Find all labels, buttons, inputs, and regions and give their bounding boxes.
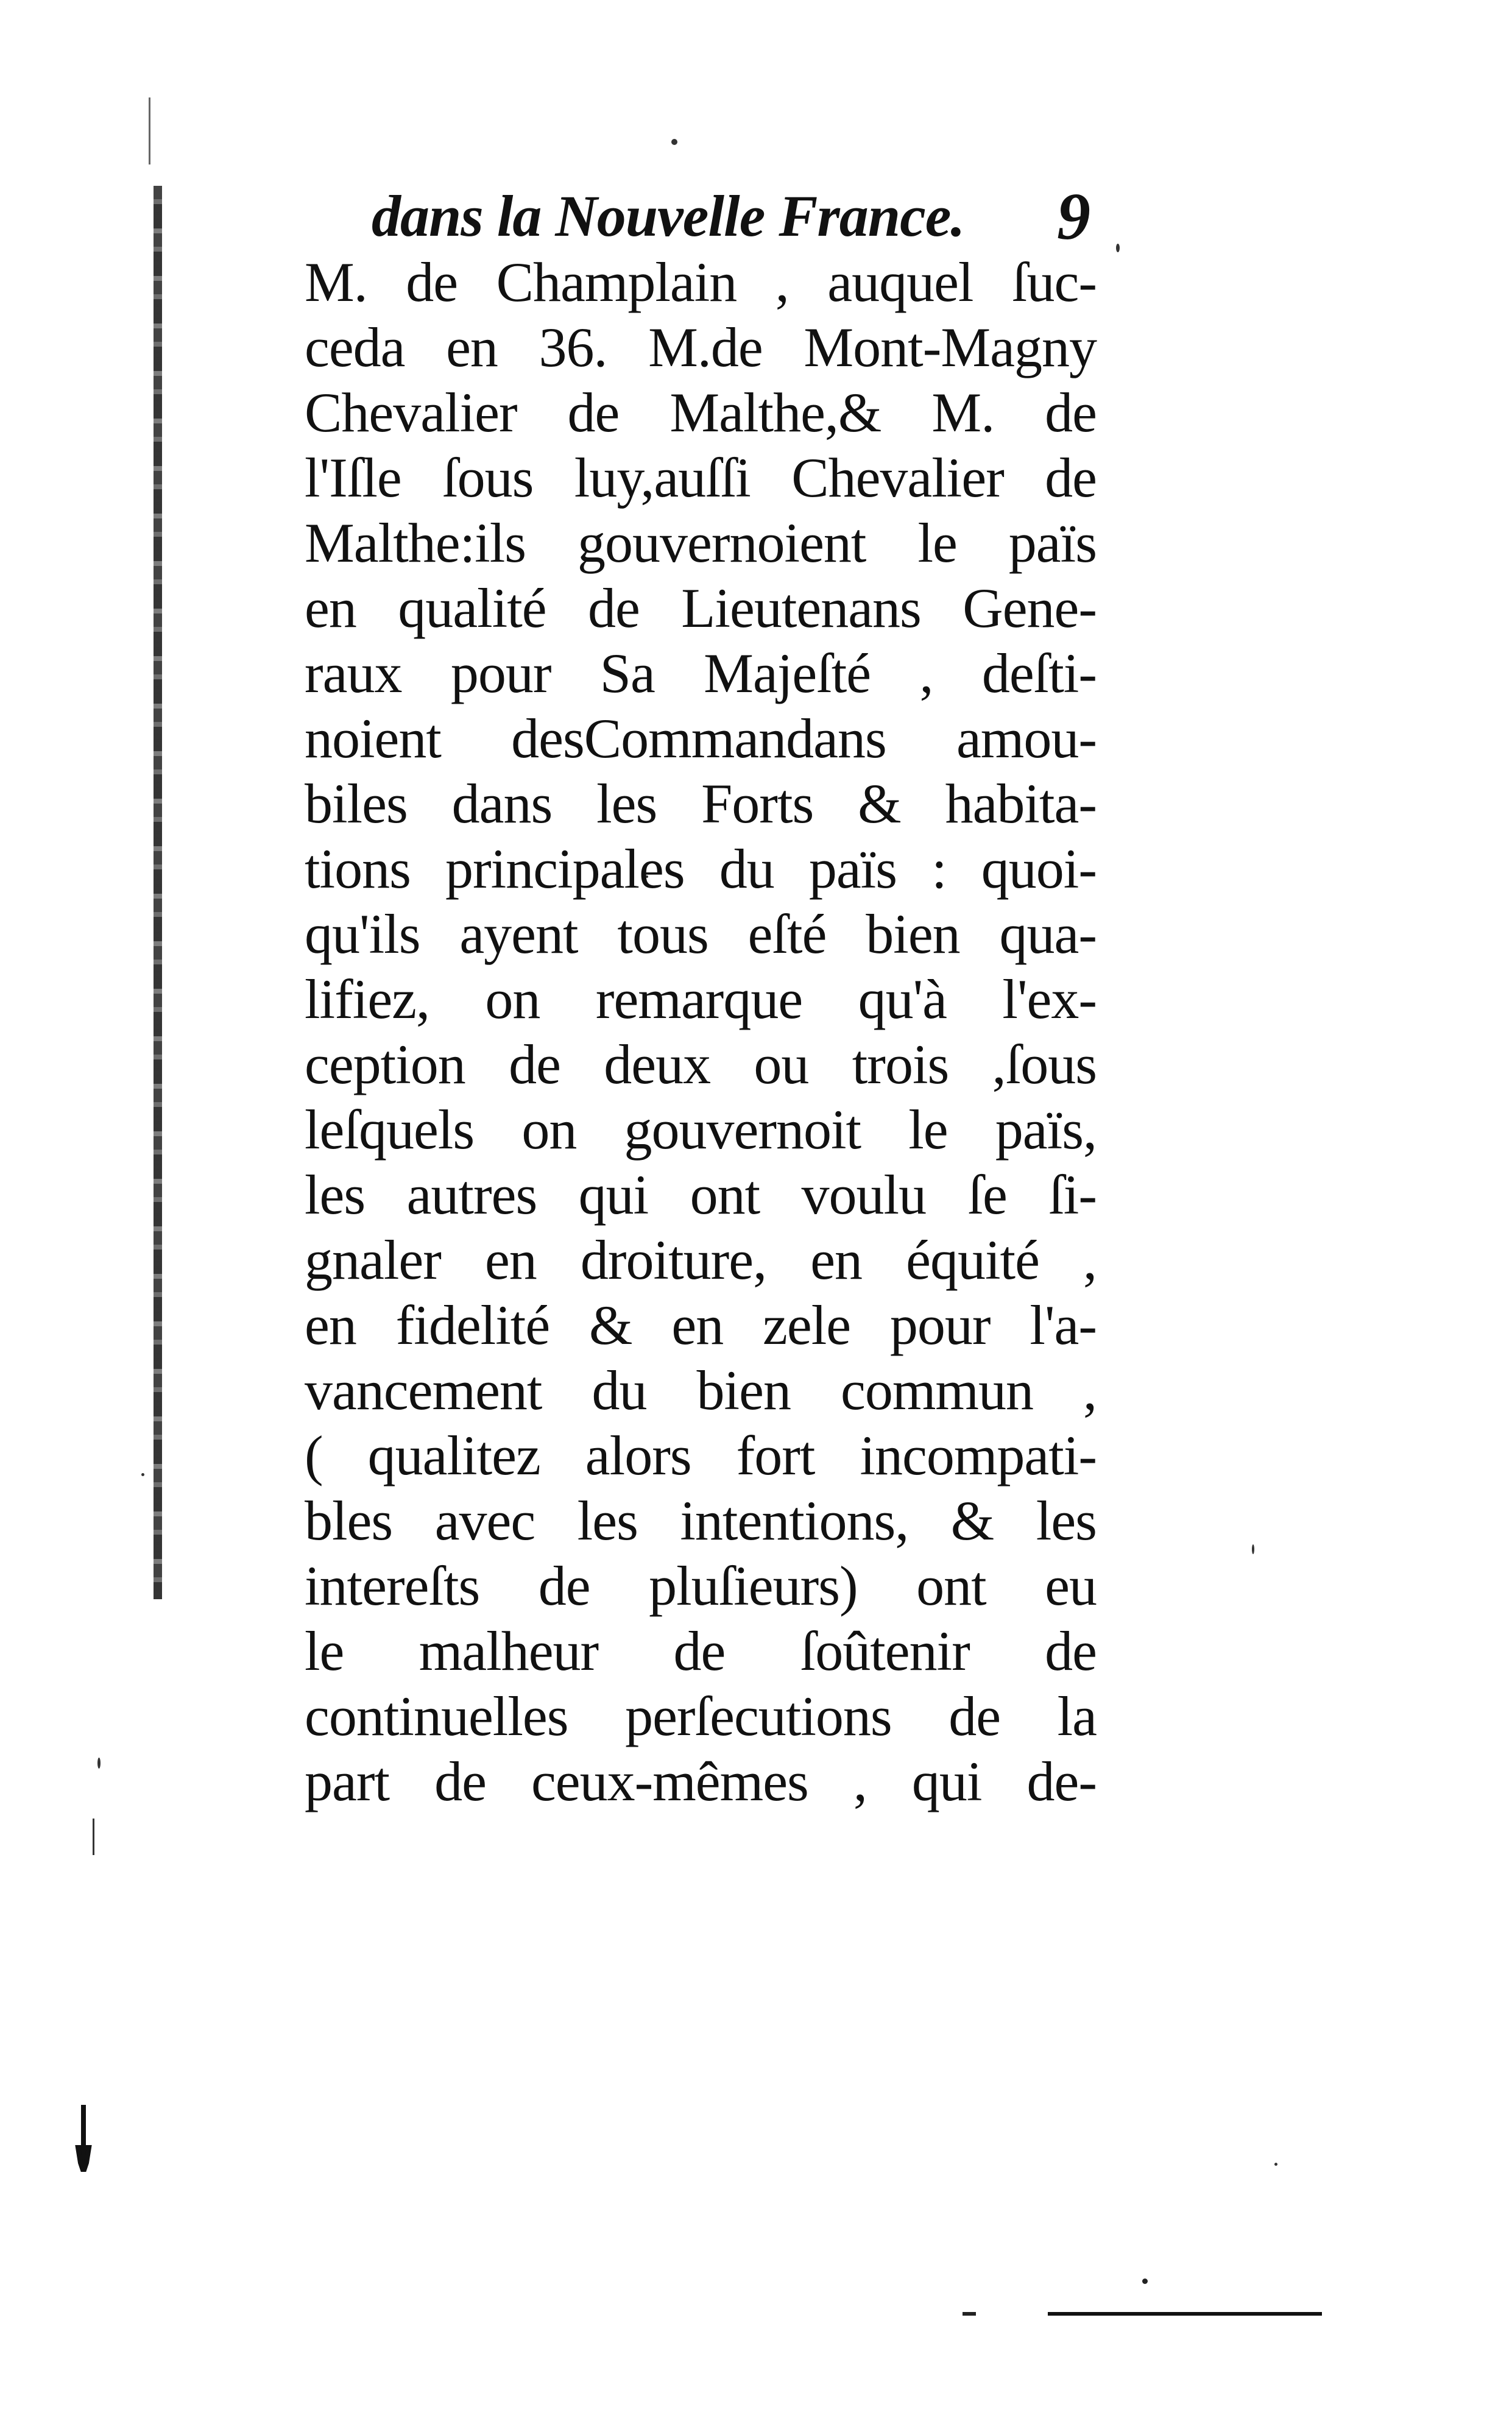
text-line: le malheur de ſoûtenir de xyxy=(305,1620,1097,1682)
ink-speck xyxy=(1274,2163,1277,2166)
text-line: gnaler en droiture, en équité , xyxy=(305,1229,1097,1291)
ink-speck xyxy=(141,1473,144,1476)
text-line: ception de deux ou trois ,ſous xyxy=(305,1033,1097,1095)
text-line: Chevalier de Malthe,& M. de xyxy=(305,381,1097,444)
ink-speck xyxy=(1116,244,1120,252)
text-line: leſquels on gouvernoit le païs, xyxy=(305,1098,1097,1161)
binding-edge-top xyxy=(149,97,150,164)
ink-speck xyxy=(93,1819,94,1855)
text-line: en fidelité & en zele pour l'a- xyxy=(305,1294,1097,1356)
text-line: les autres qui ont voulu ſe ſi- xyxy=(305,1164,1097,1226)
ink-speck xyxy=(1142,2278,1148,2284)
body-text xyxy=(305,250,1097,1814)
text-line: Malthe:ils gouvernoient le païs xyxy=(305,512,1097,574)
text-line: bles avec les intentions, & les xyxy=(305,1490,1097,1552)
page-number: 9 xyxy=(1057,179,1090,253)
text-line: lifiez, on remarque qu'à l'ex- xyxy=(305,968,1097,1030)
text-line: en qualité de Lieutenans Gene- xyxy=(305,577,1097,639)
text-line: continuelles perſecutions de la xyxy=(305,1685,1097,1747)
ink-speck xyxy=(1252,1544,1254,1554)
running-head: dans la Nouvelle France. xyxy=(372,183,965,249)
text-line: ceda en 36. M.de Mont-Magny xyxy=(305,316,1097,378)
text-line: biles dans les Forts & habita- xyxy=(305,772,1097,835)
ink-speck xyxy=(671,139,677,145)
text-line: raux pour Sa Majeſté , deſti- xyxy=(305,642,1097,704)
text-line: M. de Champlain , auquel ſuc- xyxy=(305,251,1097,313)
text-line: noient desCommandans amou- xyxy=(305,707,1097,769)
footer-dash xyxy=(963,2312,976,2316)
text-line: ( qualitez alors fort incompati- xyxy=(305,1424,1097,1487)
margin-ink-mark xyxy=(74,2105,93,2172)
text-line: intereſts de pluſieurs) ont eu xyxy=(305,1555,1097,1617)
text-line: qu'ils ayent tous eſté bien qua- xyxy=(305,903,1097,965)
text-line: vancement du bien commun , xyxy=(305,1359,1097,1421)
binding-edge xyxy=(154,186,162,1599)
footer-rule xyxy=(1048,2312,1322,2316)
ink-speck xyxy=(97,1758,101,1769)
text-line: tions principales du païs : quoi- xyxy=(305,838,1097,900)
text-line: part de ceux-mêmes , qui de- xyxy=(305,1750,1097,1812)
text-line: l'Iſle ſous luy,auſſi Chevalier de xyxy=(305,447,1097,509)
